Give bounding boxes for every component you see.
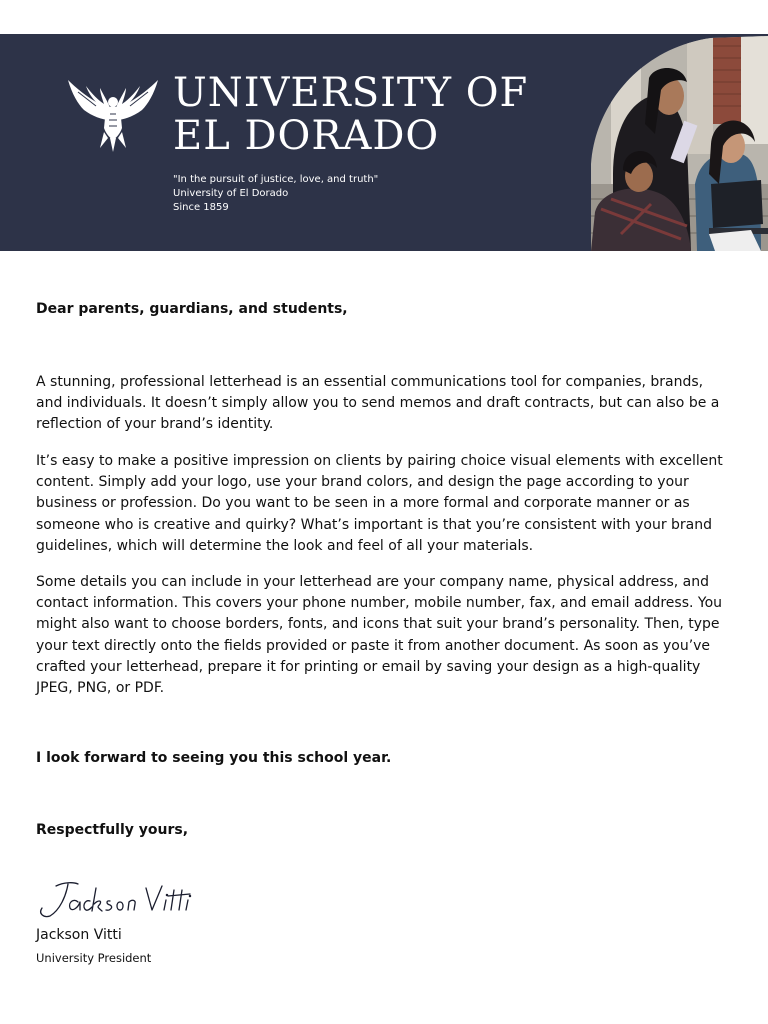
handwritten-signature	[34, 874, 194, 924]
letter-paragraph: Some details you can include in your letterhead are your company name, physical address, and contact information. This covers your phone number, mobile number, fax, and email address. You might also want to choose borders, fonts, and icons that suit your brand’s personality. Then, type your text directly onto the fields provided or paste it from another document. As soon as you’ve crafted your letterhead, prepare it for printing or email by saving your design as a high-quality JPEG, PNG, or PDF.	[36, 574, 723, 697]
letter-signoff: Respectfully yours,	[36, 822, 189, 838]
motto-block	[173, 173, 378, 215]
university-name: University of El Dorado	[173, 188, 289, 199]
letter-paragraph: A stunning, professional letterhead is an essential communications tool for companies, brands, and individuals. It doesn’t simply allow you to send memos and draft contracts, but can also be a reflection of your brand’s identity.	[36, 374, 720, 433]
title-line-2: EL DORADO	[173, 113, 440, 159]
signer-title: University President	[36, 951, 152, 965]
letterhead-banner	[0, 34, 768, 251]
letter-salutation: Dear parents, guardians, and students,	[36, 301, 348, 317]
letter-paragraph: It’s easy to make a positive impression on clients by pairing choice visual elements with excellent content. Simply add your logo, use your brand colors, and design the page according to your business or profession. Do you want to be seen in a more formal and corporate manner or as someone who is creative and quirky? What’s important is that you’re consistent with your brand guidelines, which will determine the look and feel of all your materials.	[36, 453, 723, 554]
signer-name: Jackson Vitti	[36, 927, 122, 943]
title-line-1: UNIVERSITY OF	[173, 70, 529, 116]
letter-closing: I look forward to seeing you this school year.	[36, 750, 392, 766]
students-photo	[591, 34, 768, 251]
founded-year: Since 1859	[173, 202, 229, 213]
eagle-crest-icon	[66, 78, 160, 152]
university-title	[173, 72, 593, 158]
motto-text: "In the pursuit of justice, love, and truth"	[173, 174, 379, 185]
